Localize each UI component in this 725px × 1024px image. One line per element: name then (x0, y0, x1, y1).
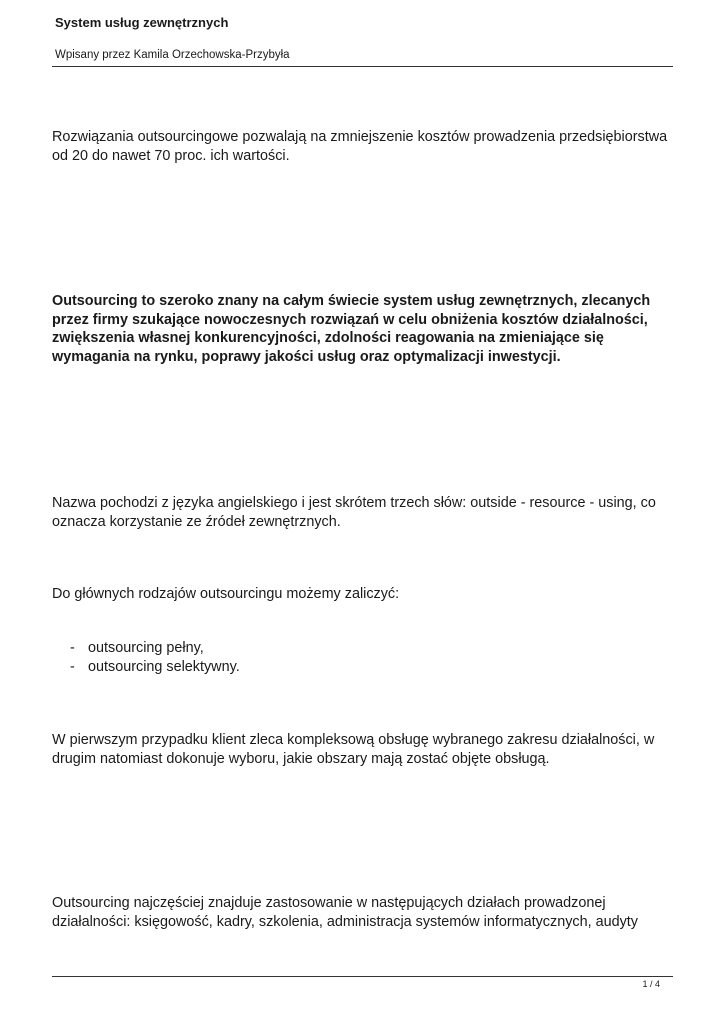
page-number: 1 / 4 (642, 979, 660, 989)
footer-divider (52, 976, 673, 977)
types-explain-paragraph: W pierwszym przypadku klient zleca kompleksową obsługę wybranego zakresu działalności, w drugim natomiast dokonuje wyboru, jakie obszary mają zostać objęte obsługą. (52, 732, 655, 767)
applications-paragraph: Outsourcing najczęściej znajduje zastosowanie w następujących działach prowadzonej działalności: księgowość, kadry, szkolenia, administracja systemów informatycznych, audyty (52, 895, 638, 930)
list-item (70, 639, 240, 658)
types-list (70, 639, 240, 677)
list-dash: - (70, 659, 75, 675)
list-item (70, 658, 240, 677)
list-item-text: outsourcing pełny, (88, 640, 204, 656)
author-line: Wpisany przez Kamila Orzechowska-Przybyła (55, 49, 290, 61)
types-intro-paragraph: Do głównych rodzajów outsourcingu możemy zaliczyć: (52, 586, 400, 602)
header-divider (52, 66, 673, 67)
intro-paragraph: Rozwiązania outsourcingowe pozwalają na zmniejszenie kosztów prowadzenia przedsiębiorstwa od 20 do nawet 70 proc. ich wartości. (52, 129, 668, 164)
list-dash: - (70, 640, 75, 656)
list-item-text: outsourcing selektywny. (88, 659, 240, 675)
document-title: System usług zewnętrznych (55, 15, 229, 30)
lead-paragraph: Outsourcing to szeroko znany na całym świecie system usług zewnętrznych, zlecanych przez firmy szukające nowoczesnych rozwiązań w celu obniżenia kosztów działalności, zwiększenia własnej konkurencyjności, zdolności reagowania na zmieniające się wymagania na rynku, poprawy jakości usług oraz optymalizacji inwestycji. (52, 293, 651, 365)
etymology-paragraph: Nazwa pochodzi z języka angielskiego i jest skrótem trzech słów: outside - resource - using, co oznacza korzystanie ze źródeł zewnętrznych. (52, 495, 656, 530)
